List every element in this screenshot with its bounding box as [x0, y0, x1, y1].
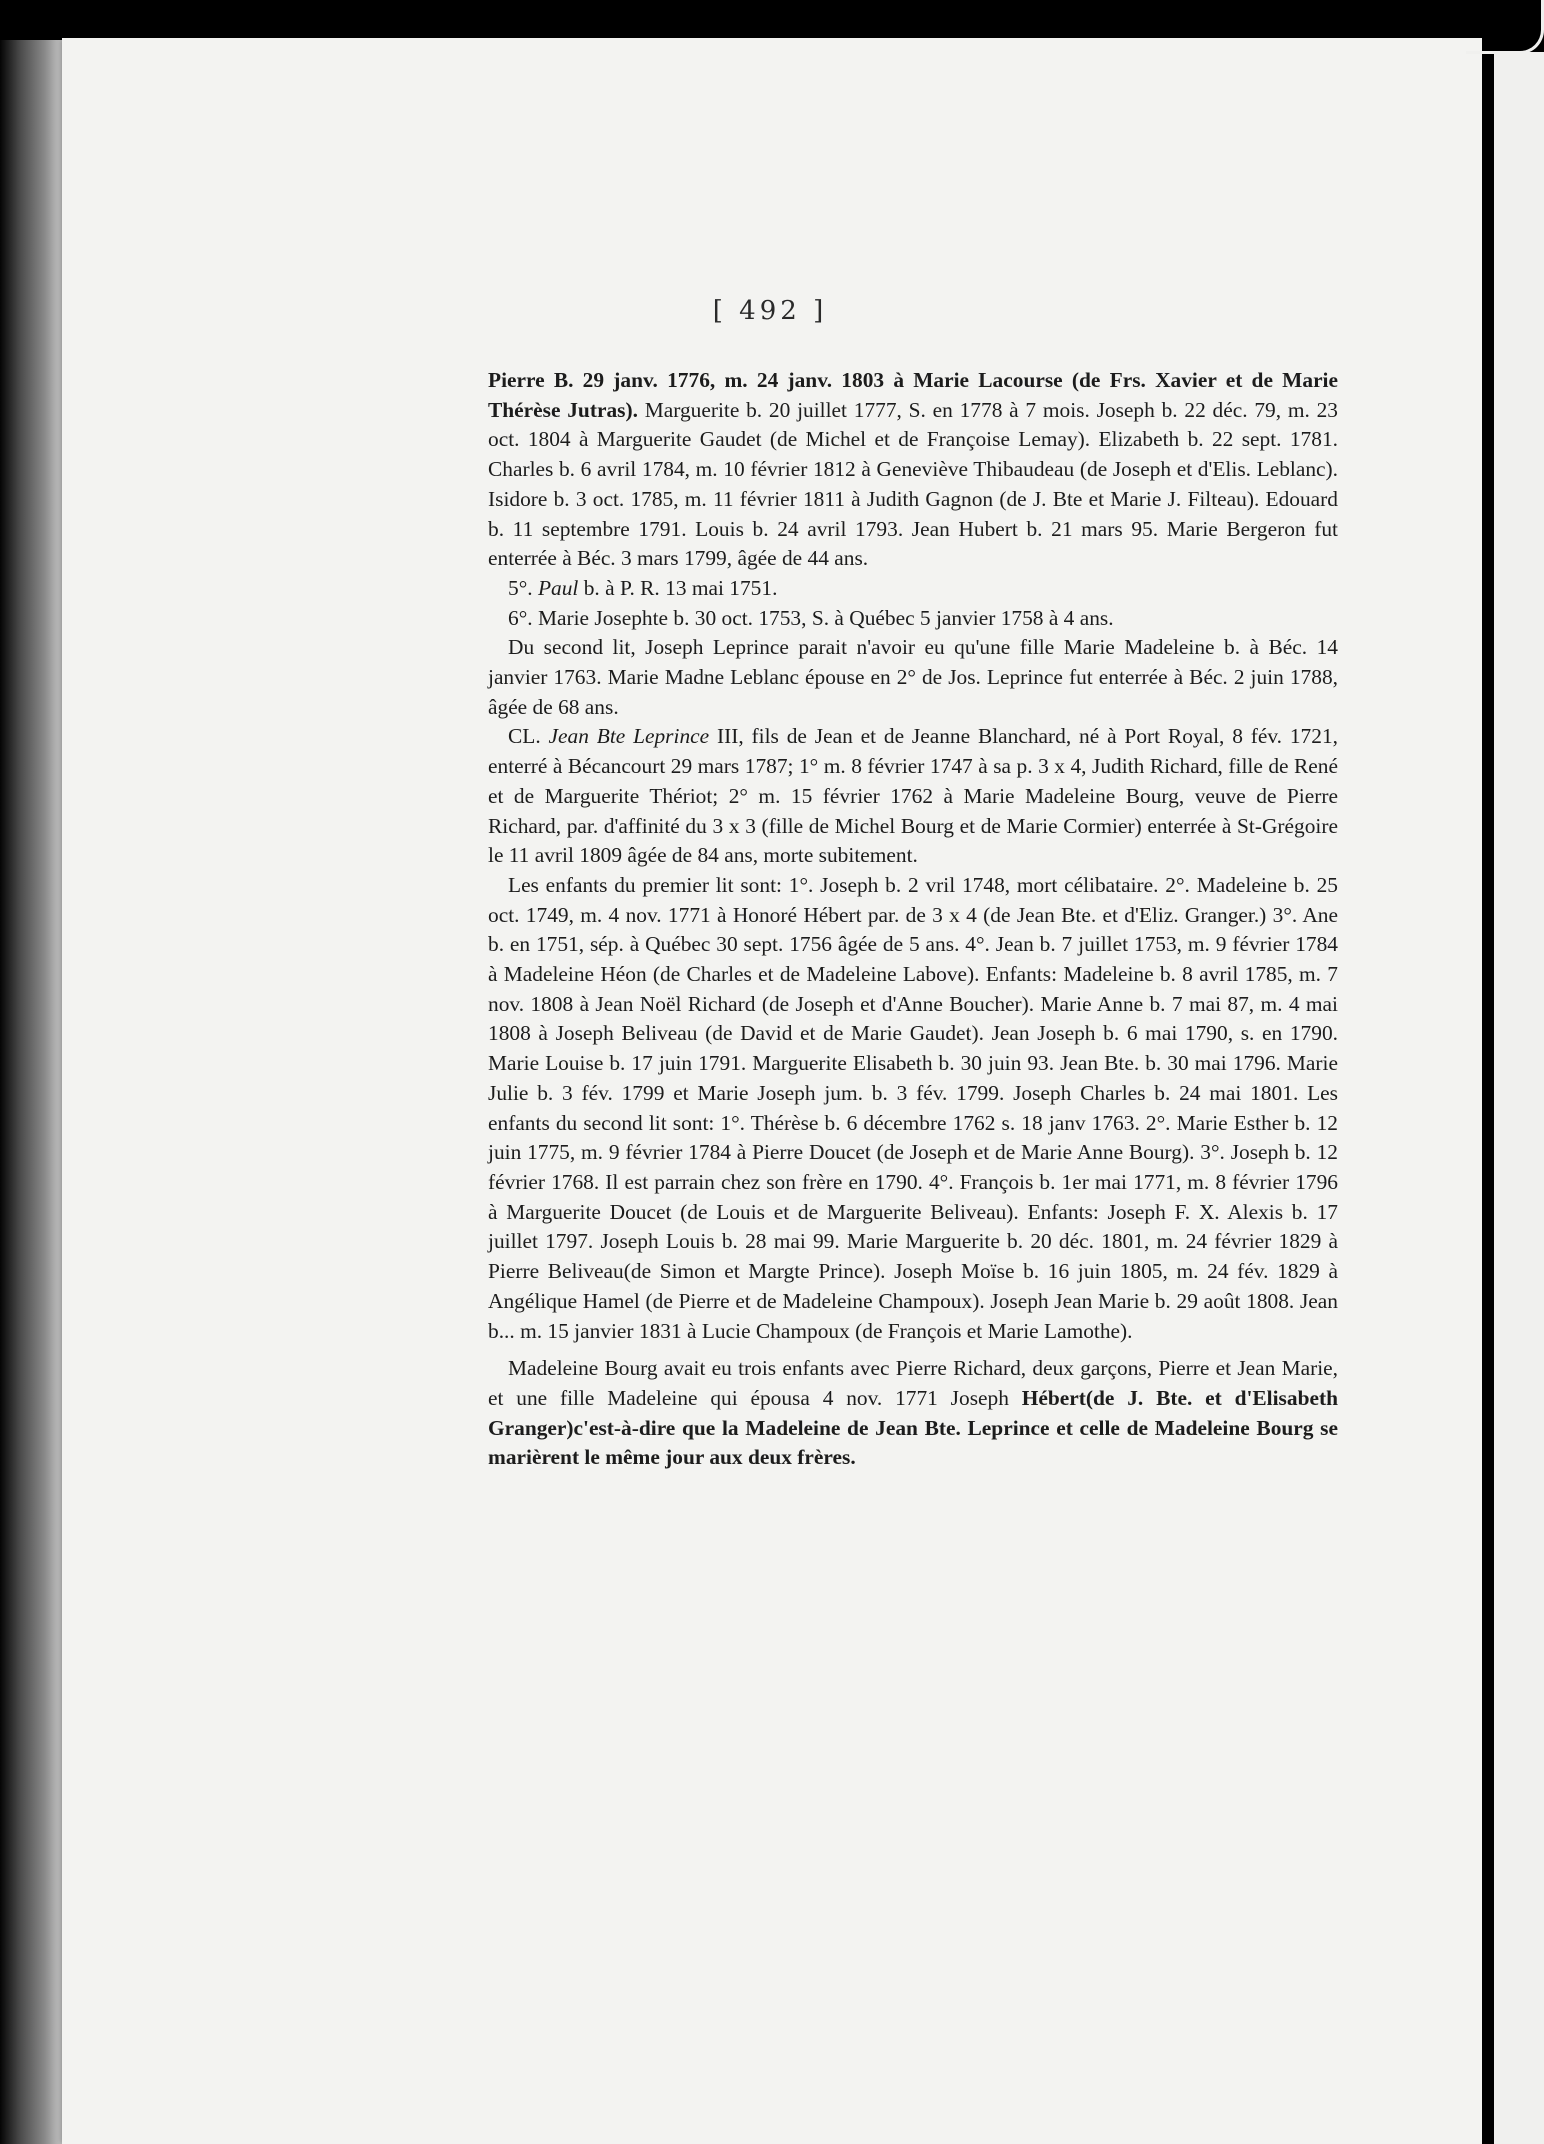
paragraph-text: Madeleine Bourg avait eu trois enfants avec Pierre Richard, deux garçons, Pierre et Jean Marie, et une fille Madeleine qui épousa 4 nov. 1771 Joseph	[488, 1356, 1338, 1410]
body-text	[488, 366, 1338, 1473]
paragraph-bold-lead: Pierre B. 29 janv. 1776, m. 24 janv. 1803 à Marie Lacourse (de Frs. Xavier et de Marie Thérèse Jutras).	[488, 368, 1338, 422]
page-number: [ 492 ]	[712, 296, 828, 326]
paragraph-prefix: CL.	[508, 724, 549, 749]
paragraph-text: III, fils de Jean et de Jeanne Blanchard, né à Port Royal, 8 fév. 1721, enterré à Bécancourt 29 mars 1787; 1° m. 8 février 1747 à sa p. 3 x 4, Judith Richard, fille de René et de Marguerite Thériot; 2° m. 15 février 1762 à Marie Madeleine Bourg, veuve de Pierre Richard, par. d'affinité du 3 x 3 (fille de Michel Bourg et de Marie Cormier) enterrée à St-Grégoire le 11 avril 1809 âgée de 84 ans, morte subitement.	[488, 724, 1338, 868]
paragraph-text: b. à P. R. 13 mai 1751.	[578, 575, 778, 600]
corner-curl-mark	[1466, 0, 1544, 54]
paragraph-madeleine-bourg	[488, 1354, 1338, 1473]
paragraph-italic-name: Paul	[537, 575, 579, 600]
paragraph-pierre	[488, 366, 1338, 574]
paragraph-enfants: Les enfants du premier lit sont: 1°. Joseph b. 2 vril 1748, mort célibataire. 2°. Madeleine b. 25 oct. 1749, m. 4 nov. 1771 à Honoré Hébert par. de 3 x 4 (de Jean Bte. et d'Eliz. Granger.) 3°. Ane b. en 1751, sép. à Québec 30 sept. 1756 âgée de 5 ans. 4°. Jean b. 7 juillet 1753, m. 9 février 1784 à Madeleine Héon (de Charles et de Madeleine Labove). Enfants: Madeleine b. 8 avril 1785, m. 7 nov. 1808 à Jean Noël Richard (de Joseph et d'Anne Boucher). Marie Anne b. 7 mai 87, m. 4 mai 1808 à Joseph Beliveau (de David et de Marie Gaudet). Jean Joseph b. 6 mai 1790, s. en 1790. Marie Louise b. 17 juin 1791. Marguerite Elisabeth b. 30 juin 93. Jean Bte. b. 30 mai 1796. Marie Julie b. 3 fév. 1799 et Marie Joseph jum. b. 3 fév. 1799. Joseph Charles b. 24 mai 1801. Les enfants du second lit sont: 1°. Thérèse b. 6 décembre 1762 s. 18 janv 1763. 2°. Marie Esther b. 12 juin 1775, m. 9 février 1784 à Pierre Doucet (de Joseph et de Marie Anne Bourg). 3°. Joseph b. 12 février 1768. Il est parrain chez son frère en 1790. 4°. François b. 1er mai 1771, m. 8 février 1796 à Marguerite Doucet (de Louis et de Marguerite Beliveau). Enfants: Joseph F. X. Alexis b. 17 juillet 1797. Joseph Louis b. 28 mai 99. Marie Marguerite b. 20 déc. 1801, m. 24 février 1829 à Pierre Beliveau(de Simon et Margte Prince). Joseph Moïse b. 16 juin 1805, m. 24 fév. 1829 à Angélique Hamel (de Pierre et de Madeleine Champoux). Joseph Jean Marie b. 29 août 1808. Jean b... m. 15 janvier 1831 à Lucie Champoux (de François et Marie Lamothe).	[488, 872, 1338, 1343]
paragraph-paul	[488, 574, 1338, 604]
paragraph-text: Marguerite b. 20 juillet 1777, S. en 1778 à 7 mois. Joseph b. 22 déc. 79, m. 23 oct. 1804 à Marguerite Gaudet (de Michel et de Françoise Lemay). Elizabeth b. 22 sept. 1781. Charles b. 6 avril 1784, m. 10 février 1812 à Geneviève Thibaudeau (de Joseph et d'Elis. Leblanc). Isidore b. 3 oct. 1785, m. 11 février 1811 à Judith Gagnon (de J. Bte et Marie J. Filteau). Edouard b. 11 septembre 1791. Louis b. 24 avril 1793. Jean Hubert b. 21 mars 95. Marie Bergeron fut enterrée à Béc. 3 mars 1799, âgée de 44 ans.	[488, 397, 1338, 571]
paragraph-prefix: 5°.	[508, 575, 538, 600]
paragraph-bold-tail: Hébert(de J. Bte. et d'Elisabeth Granger)c'est-à-dire que la Madeleine de Jean Bte. Leprince et celle de Madeleine Bourg se marièrent le même jour aux deux frères.	[488, 1385, 1338, 1470]
paragraph-marie-josephte: 6°. Marie Josephte b. 30 oct. 1753, S. à Québec 5 janvier 1758 à 4 ans.	[508, 605, 1114, 630]
paragraph-italic-name: Jean Bte Leprince	[548, 724, 710, 749]
paragraph-jean-bte-leprince	[488, 722, 1338, 871]
adjacent-page-edge	[1494, 52, 1544, 2144]
paragraph-second-lit: Du second lit, Joseph Leprince parait n'avoir eu qu'une fille Marie Madeleine b. à Béc. 14 janvier 1763. Marie Madne Leblanc épouse en 2° de Jos. Leprince fut enterrée à Béc. 2 juin 1788, âgée de 68 ans.	[488, 635, 1338, 719]
scan-dark-edge	[0, 40, 70, 2144]
